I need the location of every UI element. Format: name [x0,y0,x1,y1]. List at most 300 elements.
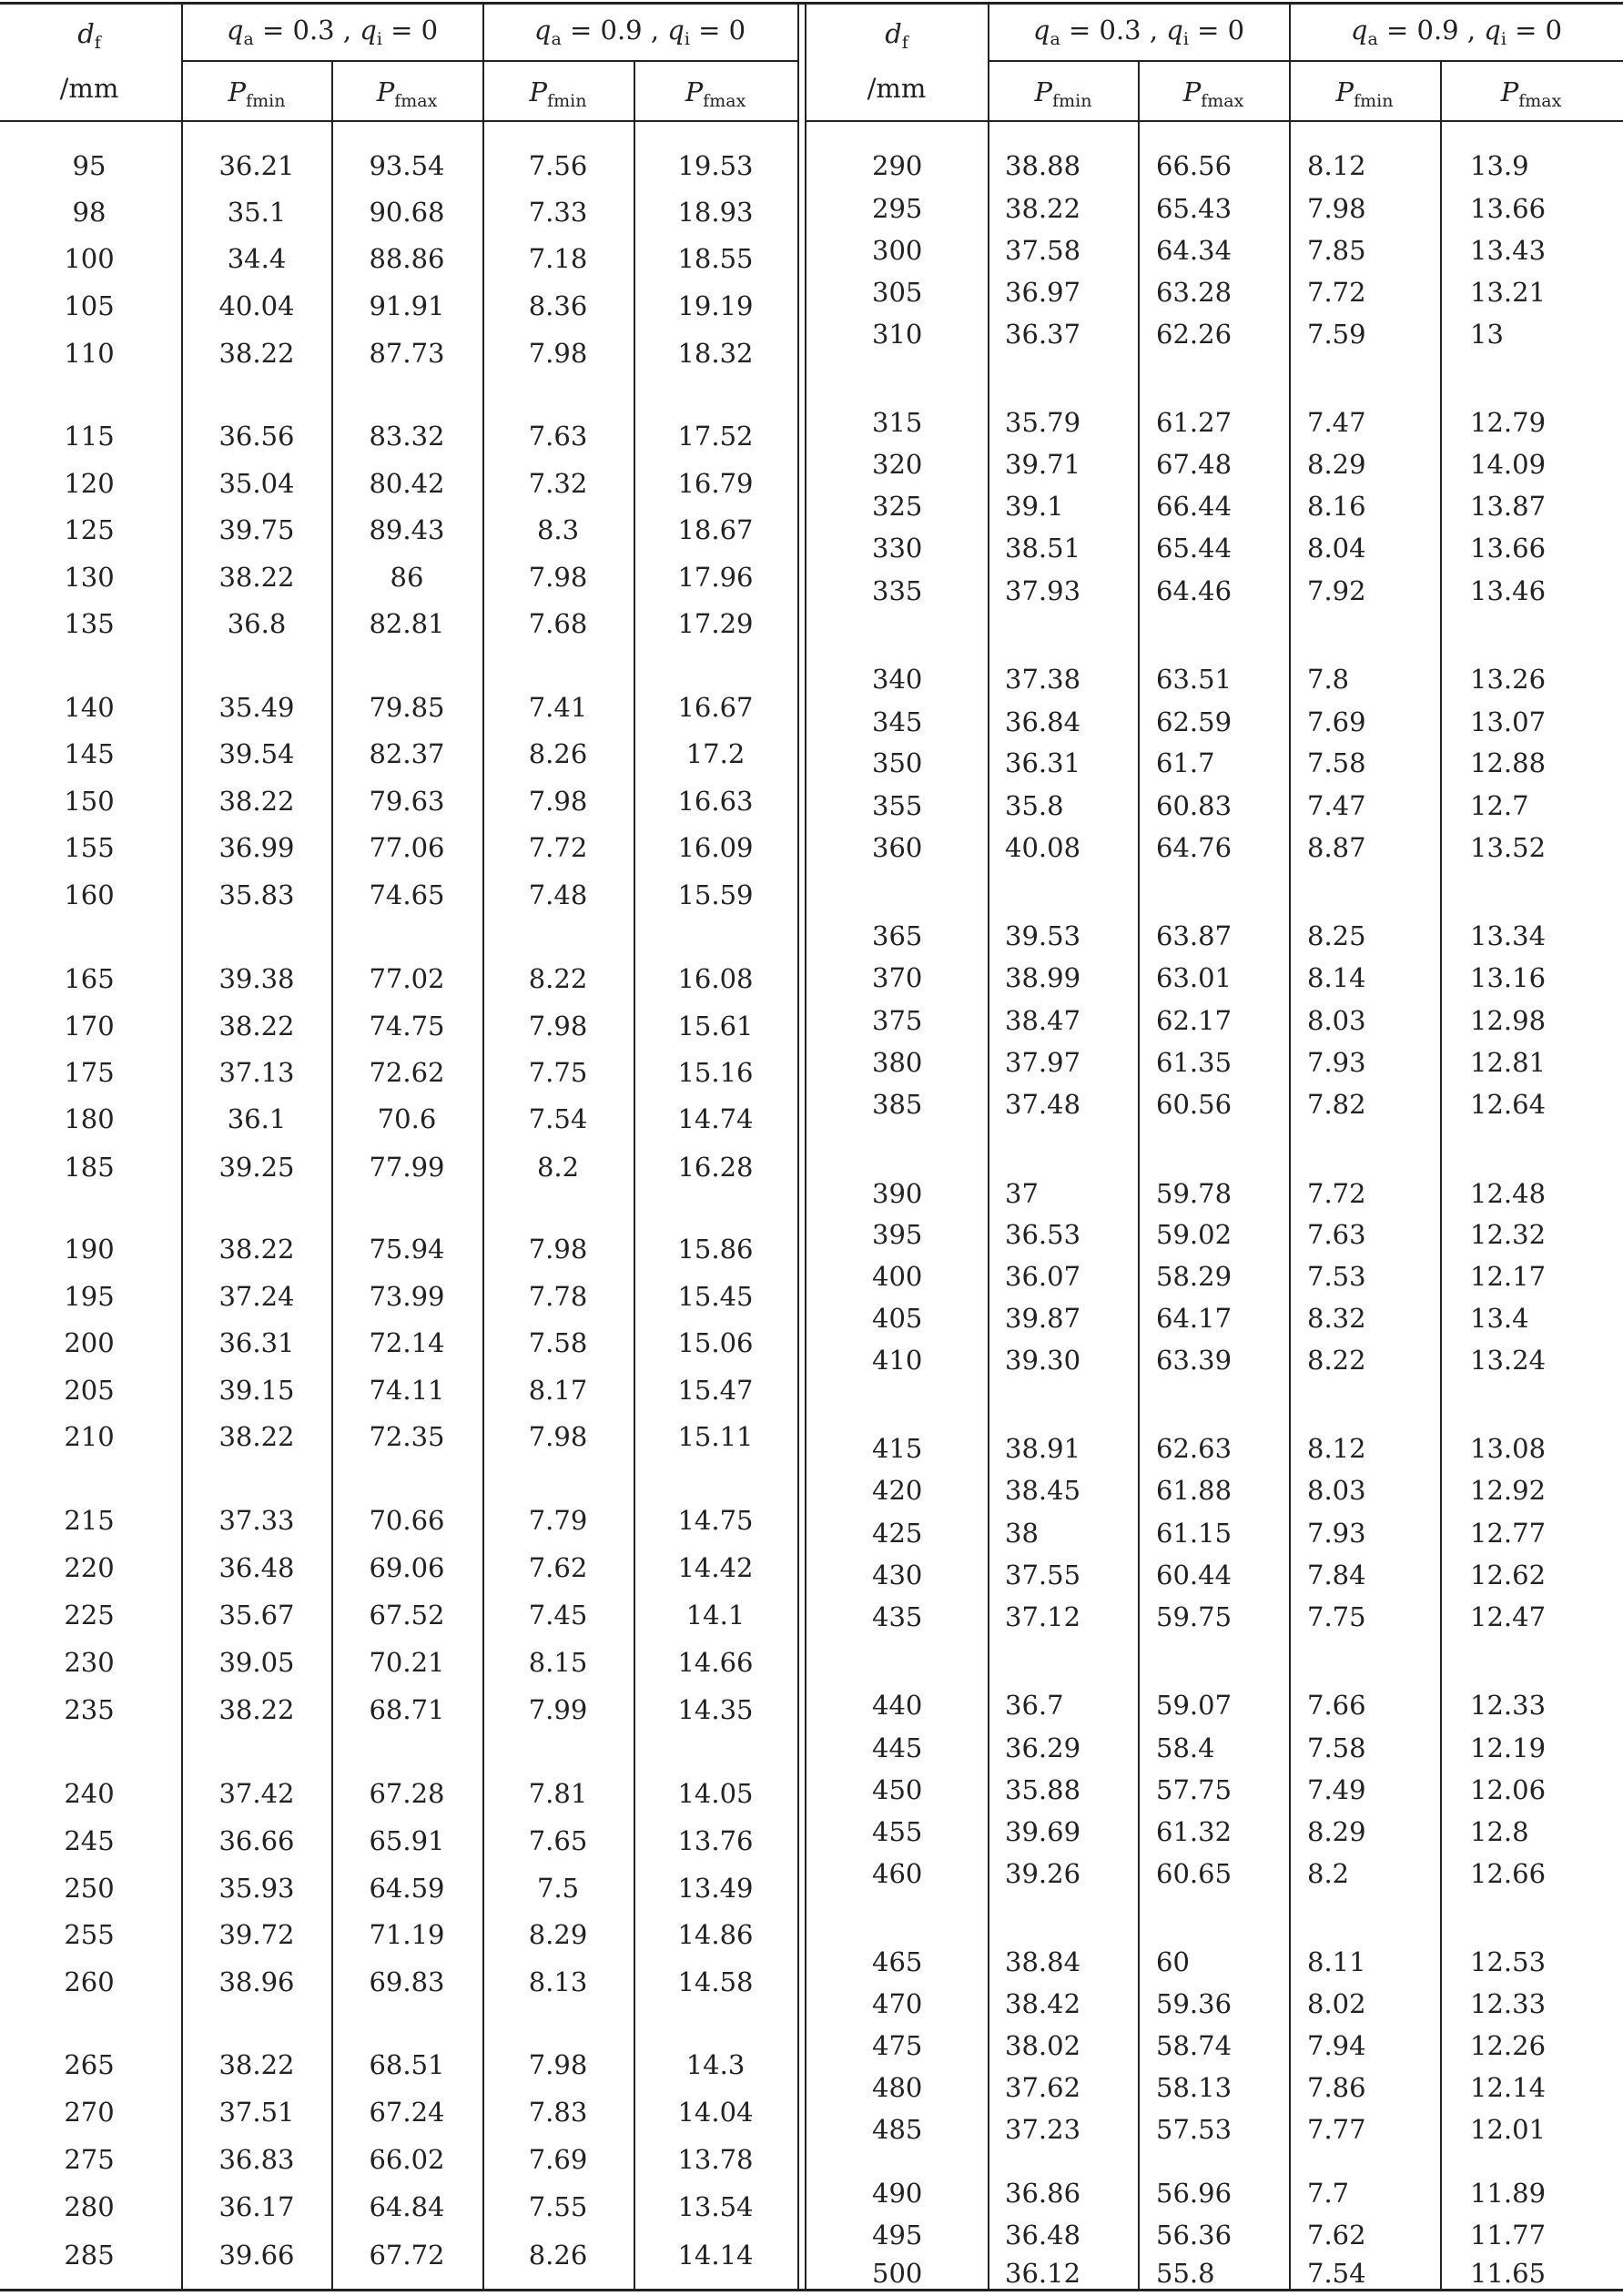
left-pfmin-q03-cell: 38.22 [218,786,295,817]
left-pfmin-q03-cell: 39.66 [218,2240,295,2271]
left-df-value-cell: 95 [72,150,107,181]
col-rule [1138,62,1140,2291]
right-pfmin-q09-cell: 8.87 [1307,832,1366,863]
right-pfmin-q09-cell: 8.2 [1307,1858,1350,1889]
right-pfmin-q03-cell: 37.48 [1005,1089,1081,1120]
right-pfmin-q03-cell: 37.62 [1005,2072,1081,2103]
right-df-value-cell: 305 [872,277,923,308]
right-pfmin-q03-cell: 36.37 [1005,319,1081,350]
col-rule [331,62,333,2291]
right-pfmin-q09-cell: 7.98 [1307,193,1366,224]
right-pfmin-q03-cell: 39.53 [1005,920,1081,951]
left-pfmin-q09-cell: 7.98 [528,1421,588,1452]
left-df-value-cell: 98 [72,197,107,228]
left-pfmax-q09-cell: 14.35 [677,1694,754,1725]
right-pfmax-q03-cell: 55.8 [1156,2258,1215,2289]
left-pfmin-q09-cell: 7.99 [528,1694,588,1725]
right-pfmin-q09-cell: 7.93 [1307,1518,1366,1549]
left-df-value-cell: 250 [64,1873,115,1904]
col-rule [634,62,635,2291]
left-pfmin-q03-cell: 39.75 [218,514,295,545]
right-pfmin-q09-cell: 7.75 [1307,1601,1366,1632]
left-pfmin-q03-cell: 35.49 [218,692,295,723]
pmax-header: $P_{fmax}$ [1182,76,1244,111]
right-df-value-cell: 390 [872,1178,923,1209]
right-pfmin-q03-cell: 38.84 [1005,1946,1081,1977]
right-pfmin-q09-cell: 7.53 [1307,1261,1366,1292]
left-df-value-cell: 205 [64,1375,115,1406]
right-pfmax-q03-cell: 62.26 [1156,319,1232,350]
right-df-value-cell: 495 [872,2220,923,2250]
right-pfmax-q09-cell: 14.09 [1470,449,1547,480]
right-pfmax-q03-cell: 58.74 [1156,2030,1232,2061]
right-df-value-cell: 300 [872,235,923,266]
right-pfmin-q09-cell: 7.69 [1307,706,1366,737]
left-df-value-cell: 200 [64,1327,115,1358]
right-pfmax-q03-cell: 61.35 [1156,1047,1232,1078]
left-pfmin-q03-cell: 38.22 [218,1421,295,1452]
right-pfmin-q03-cell: 36.31 [1005,747,1081,778]
right-pfmin-q09-cell: 7.94 [1307,2030,1366,2061]
left-pfmax-q09-cell: 19.53 [677,150,754,181]
right-pfmax-q09-cell: 12.77 [1470,1518,1547,1549]
right-df-value-cell: 440 [872,1690,923,1721]
left-pfmax-q09-cell: 19.19 [677,290,754,321]
right-df-value-cell: 465 [872,1946,923,1977]
right-pfmin-q03-cell: 38.47 [1005,1005,1081,1036]
col-rule [181,2,183,2291]
left-pfmin-q09-cell: 7.98 [528,562,588,593]
right-pfmax-q03-cell: 61.27 [1156,407,1232,438]
group-header-rule-left [182,60,797,62]
right-pfmax-q03-cell: 64.46 [1156,575,1232,606]
right-pfmin-q03-cell: 38.99 [1005,962,1081,993]
right-pfmax-q03-cell: 60.56 [1156,1089,1232,1120]
right-df-value-cell: 325 [872,491,923,522]
right-pfmin-q03-cell: 39.26 [1005,1858,1081,1889]
left-pfmax-q03-cell: 74.75 [369,1011,445,1041]
right-pfmin-q03-cell: 37.38 [1005,664,1081,695]
left-pfmax-q03-cell: 67.24 [369,2097,445,2128]
right-pfmin-q03-cell: 36.97 [1005,277,1081,308]
right-pfmax-q03-cell: 63.51 [1156,664,1232,695]
left-pfmin-q09-cell: 7.55 [528,2191,588,2222]
left-pfmin-q09-cell: 7.65 [528,1825,588,1856]
left-pfmax-q03-cell: 69.83 [369,1966,445,1997]
right-pfmax-q03-cell: 64.34 [1156,235,1232,266]
left-pfmax-q03-cell: 87.73 [369,338,445,369]
right-pfmax-q09-cell: 13.07 [1470,706,1547,737]
right-pfmax-q09-cell: 12.32 [1470,1219,1547,1250]
left-df-value-cell: 270 [64,2097,115,2128]
left-df-value-cell: 280 [64,2191,115,2222]
right-df-value-cell: 450 [872,1774,923,1805]
left-pfmax-q03-cell: 72.35 [369,1421,445,1452]
left-pfmax-q03-cell: 69.06 [369,1552,445,1583]
left-pfmin-q09-cell: 7.98 [528,786,588,817]
right-pfmax-q03-cell: 59.75 [1156,1601,1232,1632]
left-pfmin-q09-cell: 8.15 [528,1647,588,1678]
left-pfmin-q09-cell: 8.29 [528,1919,588,1950]
right-pfmin-q03-cell: 38 [1005,1518,1039,1549]
col-rule [988,2,989,2291]
left-df-value-cell: 220 [64,1552,115,1583]
right-pfmax-q03-cell: 65.44 [1156,533,1232,564]
left-pfmin-q03-cell: 36.66 [218,1825,295,1856]
pmax-header: $P_{fmax}$ [685,76,746,111]
left-pfmax-q09-cell: 13.49 [677,1873,754,1904]
right-pfmax-q09-cell: 12.81 [1470,1047,1547,1078]
right-pfmin-q03-cell: 36.86 [1005,2178,1081,2209]
right-pfmax-q03-cell: 62.17 [1156,1005,1232,1036]
right-pfmin-q03-cell: 37.23 [1005,2114,1081,2145]
right-pfmax-q09-cell: 13 [1470,319,1504,350]
left-pfmax-q09-cell: 14.86 [677,1919,754,1950]
bottom-rule [0,2289,1623,2291]
df-unit: /mm [867,73,927,104]
group-header-rule-right [988,60,1623,62]
left-pfmax-q03-cell: 80.42 [369,468,445,499]
right-pfmax-q03-cell: 67.48 [1156,449,1232,480]
left-pfmax-q09-cell: 15.59 [677,879,754,910]
left-pfmin-q09-cell: 7.58 [528,1327,588,1358]
left-pfmax-q03-cell: 77.02 [369,963,445,994]
right-df-value-cell: 430 [872,1559,923,1590]
right-pfmax-q03-cell: 64.76 [1156,832,1232,863]
right-pfmax-q09-cell: 12.64 [1470,1089,1547,1120]
right-df-value-cell: 370 [872,962,923,993]
left-pfmax-q03-cell: 75.94 [369,1234,445,1265]
right-pfmin-q09-cell: 7.62 [1307,2220,1366,2250]
right-pfmin-q09-cell: 7.63 [1307,1219,1366,1250]
left-pfmax-q09-cell: 14.3 [685,2049,746,2080]
right-pfmax-q09-cell: 13.66 [1470,533,1547,564]
left-pfmin-q09-cell: 7.5 [536,1873,580,1904]
left-df-value-cell: 140 [64,692,115,723]
right-pfmin-q03-cell: 38.22 [1005,193,1081,224]
right-pfmax-q09-cell: 12.06 [1470,1774,1547,1805]
left-df-value-cell: 180 [64,1103,115,1134]
left-df-value-cell: 235 [64,1694,115,1725]
left-pfmax-q09-cell: 18.32 [677,338,754,369]
right-pfmin-q03-cell: 39.71 [1005,449,1081,480]
right-pfmin-q09-cell: 7.66 [1307,1690,1366,1721]
right-pfmax-q03-cell: 62.63 [1156,1433,1232,1464]
right-pfmax-q09-cell: 12.33 [1470,1690,1547,1721]
left-pfmin-q03-cell: 36.99 [218,832,295,863]
right-pfmin-q09-cell: 7.49 [1307,1774,1366,1805]
left-pfmin-q03-cell: 37.24 [218,1281,295,1312]
right-pfmin-q09-cell: 8.02 [1307,1988,1366,2019]
left-pfmax-q09-cell: 14.1 [685,1600,746,1631]
left-pfmin-q09-cell: 7.79 [528,1505,588,1536]
right-df-value-cell: 425 [872,1518,923,1549]
right-pfmin-q09-cell: 7.72 [1307,277,1366,308]
left-pfmax-q09-cell: 17.29 [677,608,754,639]
right-pfmin-q03-cell: 37 [1005,1178,1039,1209]
left-pfmin-q03-cell: 39.05 [218,1647,295,1678]
left-pfmin-q03-cell: 36.48 [218,1552,295,1583]
left-df-value-cell: 150 [64,786,115,817]
right-pfmax-q03-cell: 60.44 [1156,1559,1232,1590]
right-df-value-cell: 365 [872,920,923,951]
left-pfmin-q09-cell: 8.2 [536,1152,580,1183]
right-pfmax-q09-cell: 12.48 [1470,1178,1547,1209]
left-pfmax-q09-cell: 13.78 [677,2144,754,2175]
left-df-value-cell: 245 [64,1825,115,1856]
left-pfmin-q03-cell: 35.83 [218,879,295,910]
right-pfmax-q09-cell: 13.24 [1470,1345,1547,1376]
right-df-value-cell: 320 [872,449,923,480]
right-pfmin-q09-cell: 8.12 [1307,1433,1366,1464]
right-pfmax-q09-cell: 13.87 [1470,491,1547,522]
left-pfmin-q03-cell: 39.72 [218,1919,295,1950]
left-pfmin-q09-cell: 7.18 [528,243,588,274]
right-pfmax-q09-cell: 12.19 [1470,1732,1547,1763]
left-pfmin-q03-cell: 38.22 [218,1694,295,1725]
right-df-value-cell: 350 [872,747,923,778]
left-pfmin-q03-cell: 36.21 [218,150,295,181]
left-pfmax-q03-cell: 82.37 [369,738,445,769]
right-pfmax-q03-cell: 61.32 [1156,1816,1232,1847]
right-pfmax-q09-cell: 12.26 [1470,2030,1547,2061]
right-df-value-cell: 485 [872,2114,923,2145]
right-df-value-cell: 295 [872,193,923,224]
right-df-value-cell: 490 [872,2178,923,2209]
right-pfmax-q03-cell: 61.88 [1156,1475,1232,1506]
left-pfmin-q03-cell: 39.25 [218,1152,295,1183]
right-pfmin-q03-cell: 38.91 [1005,1433,1081,1464]
right-pfmax-q03-cell: 59.36 [1156,1988,1232,2019]
left-df-value-cell: 100 [64,243,115,274]
left-pfmax-q03-cell: 74.65 [369,879,445,910]
left-pfmax-q09-cell: 18.67 [677,514,754,545]
right-pfmin-q03-cell: 36.53 [1005,1219,1081,1250]
right-pfmax-q09-cell: 12.47 [1470,1601,1547,1632]
right-pfmax-q09-cell: 12.79 [1470,407,1547,438]
right-pfmin-q09-cell: 7.8 [1307,664,1350,695]
left-df-value-cell: 125 [64,514,115,545]
right-pfmax-q09-cell: 13.26 [1470,664,1547,695]
right-pfmax-q09-cell: 13.4 [1470,1303,1529,1334]
left-pfmax-q03-cell: 88.86 [369,243,445,274]
left-pfmax-q09-cell: 16.08 [677,963,754,994]
right-pfmax-q03-cell: 58.4 [1156,1732,1215,1763]
left-pfmax-q03-cell: 70.66 [369,1505,445,1536]
right-df-value-cell: 335 [872,575,923,606]
left-pfmin-q09-cell: 8.26 [528,738,588,769]
left-pfmin-q03-cell: 36.31 [218,1327,295,1358]
pmax-header: $P_{fmax}$ [376,76,438,111]
left-pfmin-q09-cell: 8.22 [528,963,588,994]
right-pfmin-q09-cell: 7.82 [1307,1089,1366,1120]
right-pfmin-q09-cell: 7.86 [1307,2072,1366,2103]
right-pfmin-q09-cell: 7.85 [1307,235,1366,266]
left-pfmin-q03-cell: 39.38 [218,963,295,994]
right-pfmax-q03-cell: 57.75 [1156,1774,1232,1805]
right-pfmin-q09-cell: 8.03 [1307,1475,1366,1506]
right-df-value-cell: 460 [872,1858,923,1889]
left-pfmax-q09-cell: 18.93 [677,197,754,228]
right-pfmin-q03-cell: 38.02 [1005,2030,1081,2061]
left-pfmax-q03-cell: 67.28 [369,1778,445,1809]
right-pfmax-q09-cell: 12.17 [1470,1261,1547,1292]
right-pfmin-q03-cell: 35.79 [1005,407,1081,438]
right-pfmax-q03-cell: 63.87 [1156,920,1232,951]
right-df-value-cell: 385 [872,1089,923,1120]
left-df-value-cell: 255 [64,1919,115,1950]
right-pfmin-q09-cell: 7.92 [1307,575,1366,606]
left-pfmax-q03-cell: 73.99 [369,1281,445,1312]
right-df-value-cell: 360 [872,832,923,863]
right-df-value-cell: 405 [872,1303,923,1334]
right-df-value-cell: 340 [872,664,923,695]
left-df-value-cell: 230 [64,1647,115,1678]
left-pfmin-q09-cell: 7.33 [528,197,588,228]
right-df-value-cell: 435 [872,1601,923,1632]
right-pfmax-q03-cell: 61.7 [1156,747,1215,778]
right-pfmin-q09-cell: 8.29 [1307,1816,1366,1847]
left-pfmax-q09-cell: 14.14 [677,2240,754,2271]
right-pfmin-q03-cell: 37.58 [1005,235,1081,266]
right-pfmax-q03-cell: 65.43 [1156,193,1232,224]
left-pfmax-q09-cell: 16.67 [677,692,754,723]
right-pfmax-q09-cell: 13.34 [1470,920,1547,951]
right-pfmax-q03-cell: 60 [1156,1946,1190,1977]
right-pfmax-q09-cell: 12.7 [1470,790,1529,821]
left-pfmax-q03-cell: 65.91 [369,1825,445,1856]
left-df-value-cell: 110 [64,338,115,369]
right-df-value-cell: 415 [872,1433,923,1464]
right-pfmax-q09-cell: 12.98 [1470,1005,1547,1036]
left-pfmin-q09-cell: 7.81 [528,1778,588,1809]
left-df-value-cell: 260 [64,1966,115,1997]
right-pfmax-q03-cell: 58.29 [1156,1261,1232,1292]
right-pfmin-q09-cell: 7.47 [1307,407,1366,438]
right-pfmin-q03-cell: 39.87 [1005,1303,1081,1334]
right-df-value-cell: 470 [872,1988,923,2019]
left-pfmin-q03-cell: 37.42 [218,1778,295,1809]
right-pfmin-q03-cell: 35.88 [1005,1774,1081,1805]
left-pfmin-q03-cell: 36.17 [218,2191,295,2222]
right-pfmin-q09-cell: 8.25 [1307,920,1366,951]
left-pfmax-q09-cell: 15.16 [677,1057,754,1088]
right-pfmax-q09-cell: 11.77 [1470,2220,1547,2250]
right-pfmax-q03-cell: 59.02 [1156,1219,1232,1250]
left-pfmax-q03-cell: 71.19 [369,1919,445,1950]
left-pfmax-q03-cell: 72.14 [369,1327,445,1358]
right-pfmin-q03-cell: 39.69 [1005,1816,1081,1847]
left-pfmin-q03-cell: 36.56 [218,421,295,452]
left-pfmin-q03-cell: 38.96 [218,1966,295,1997]
left-pfmin-q03-cell: 37.33 [218,1505,295,1536]
left-df-value-cell: 145 [64,738,115,769]
left-pfmax-q09-cell: 15.06 [677,1327,754,1358]
left-pfmin-q09-cell: 7.32 [528,468,588,499]
left-pfmin-q09-cell: 8.26 [528,2240,588,2271]
left-pfmax-q09-cell: 15.86 [677,1234,754,1265]
right-pfmin-q03-cell: 35.8 [1005,790,1064,821]
pmin-header: $P_{fmin}$ [1034,76,1092,111]
left-pfmax-q03-cell: 67.52 [369,1600,445,1631]
right-df-value-cell: 315 [872,407,923,438]
right-pfmax-q09-cell: 12.66 [1470,1858,1547,1889]
left-pfmax-q09-cell: 15.11 [677,1421,754,1452]
left-df-value-cell: 285 [64,2240,115,2271]
right-df-value-cell: 355 [872,790,923,821]
right-pfmax-q03-cell: 56.36 [1156,2220,1232,2250]
right-pfmin-q09-cell: 7.58 [1307,1732,1366,1763]
left-pfmin-q03-cell: 38.22 [218,2049,295,2080]
left-pfmax-q03-cell: 83.32 [369,421,445,452]
right-df-value-cell: 375 [872,1005,923,1036]
right-pfmin-q09-cell: 7.93 [1307,1047,1366,1078]
right-pfmax-q03-cell: 58.13 [1156,2072,1232,2103]
left-pfmin-q03-cell: 39.54 [218,738,295,769]
left-df-value-cell: 135 [64,608,115,639]
right-pfmin-q03-cell: 36.84 [1005,706,1081,737]
left-df-value-cell: 130 [64,562,115,593]
right-pfmin-q03-cell: 37.55 [1005,1559,1081,1590]
pmin-header: $P_{fmin}$ [1335,76,1394,111]
left-pfmax-q09-cell: 17.96 [677,562,754,593]
right-df-value-cell: 410 [872,1345,923,1376]
table-divider [805,2,806,2291]
left-pfmin-q09-cell: 8.13 [528,1966,588,1997]
right-pfmax-q09-cell: 12.8 [1470,1816,1529,1847]
left-pfmax-q03-cell: 79.85 [369,692,445,723]
left-pfmin-q09-cell: 8.36 [528,290,588,321]
left-pfmin-q09-cell: 7.72 [528,832,588,863]
right-pfmin-q03-cell: 38.42 [1005,1988,1081,2019]
left-pfmax-q09-cell: 13.76 [677,1825,754,1856]
left-df-value-cell: 115 [64,421,115,452]
left-pfmin-q09-cell: 7.62 [528,1552,588,1583]
left-pfmin-q03-cell: 35.67 [218,1600,295,1631]
left-pfmax-q03-cell: 64.59 [369,1873,445,1904]
left-pfmin-q03-cell: 37.13 [218,1057,295,1088]
table-divider [797,2,799,2291]
right-pfmin-q09-cell: 8.32 [1307,1303,1366,1334]
right-df-value-cell: 380 [872,1047,923,1078]
left-df-value-cell: 120 [64,468,115,499]
left-pfmax-q09-cell: 15.45 [677,1281,754,1312]
left-pfmax-q03-cell: 77.99 [369,1152,445,1183]
right-df-value-cell: 290 [872,150,923,181]
right-pfmin-q09-cell: 8.29 [1307,449,1366,480]
pmin-header: $P_{fmin}$ [529,76,587,111]
left-df-value-cell: 215 [64,1505,115,1536]
right-pfmin-q03-cell: 36.29 [1005,1732,1081,1763]
left-pfmax-q09-cell: 14.42 [677,1552,754,1583]
df-header: $d_f$ [885,18,908,53]
right-df-value-cell: 395 [872,1219,923,1250]
left-pfmax-q03-cell: 68.71 [369,1694,445,1725]
left-pfmin-q09-cell: 7.56 [528,150,588,181]
right-pfmin-q03-cell: 36.12 [1005,2258,1081,2289]
right-pfmax-q03-cell: 66.44 [1156,491,1232,522]
right-pfmin-q03-cell: 39.30 [1005,1345,1081,1376]
right-pfmax-q09-cell: 12.14 [1470,2072,1547,2103]
right-pfmax-q03-cell: 57.53 [1156,2114,1232,2145]
left-df-value-cell: 160 [64,879,115,910]
left-pfmin-q03-cell: 36.1 [227,1103,287,1134]
right-pfmin-q03-cell: 38.51 [1005,533,1081,564]
right-pfmin-q09-cell: 7.77 [1307,2114,1366,2145]
left-pfmin-q09-cell: 7.48 [528,879,588,910]
col-rule [482,2,484,2291]
group1-header: $q_a = 0.3$ , $q_i = 0$ [1032,15,1245,49]
